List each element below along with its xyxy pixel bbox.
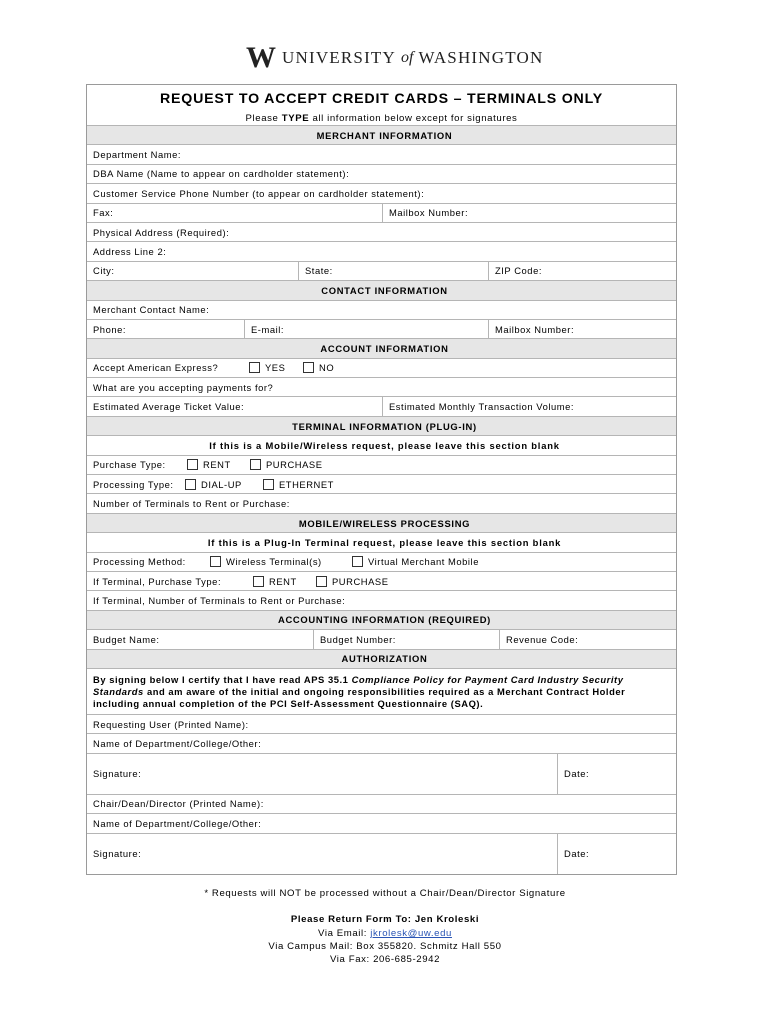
chair-date-field[interactable]: Date: bbox=[557, 834, 676, 874]
customer-service-phone-field[interactable]: Customer Service Phone Number (to appear on cardholder statement): bbox=[93, 187, 425, 199]
return-to: Please Return Form To: Jen Kroleski bbox=[290, 914, 480, 925]
amex-no-label: NO bbox=[319, 362, 335, 374]
requester-department-field[interactable]: Name of Department/College/Other: bbox=[93, 738, 262, 750]
dba-name-field[interactable]: DBA Name (Name to appear on cardholder statement): bbox=[93, 168, 350, 180]
return-fax: Via Fax: 206-685-2942 bbox=[329, 954, 441, 965]
ethernet-checkbox[interactable] bbox=[263, 479, 274, 490]
section-header-authorization bbox=[87, 649, 676, 668]
mobile-note-row bbox=[87, 532, 676, 551]
terminal-purchase-label: PURCHASE bbox=[266, 459, 323, 471]
contact-mailbox-field[interactable]: Mailbox Number: bbox=[488, 320, 676, 338]
virtual-merchant-label: Virtual Merchant Mobile bbox=[368, 556, 479, 568]
chair-row bbox=[87, 794, 676, 813]
budget-name-field[interactable]: Budget Name: bbox=[93, 633, 160, 645]
chair-name-field[interactable]: Chair/Dean/Director (Printed Name): bbox=[93, 798, 264, 810]
subtitle-type: TYPE bbox=[281, 113, 310, 124]
dba-name-row bbox=[87, 164, 676, 183]
budget-row bbox=[87, 629, 676, 648]
processing-type-label: Processing Type: bbox=[93, 478, 174, 490]
budget-number-field[interactable]: Budget Number: bbox=[313, 630, 499, 648]
contact-email-field[interactable]: E-mail: bbox=[244, 320, 488, 338]
mobile-purchase-type-cell bbox=[87, 572, 676, 590]
mobile-header: MOBILE/WIRELESS PROCESSING bbox=[87, 514, 676, 532]
terminal-purchase-type-row bbox=[87, 455, 676, 474]
accounting-header: ACCOUNTING INFORMATION (REQUIRED) bbox=[87, 611, 676, 629]
department-1-row bbox=[87, 733, 676, 752]
terminal-purchase-type-cell bbox=[87, 456, 676, 474]
mobile-rent-label: RENT bbox=[269, 575, 297, 587]
logo-university: UNIVERSITY bbox=[282, 48, 396, 67]
state-field[interactable]: State: bbox=[298, 262, 488, 280]
requesting-user-row bbox=[87, 714, 676, 733]
mobile-note: If this is a Plug-In Terminal request, please leave this section blank bbox=[207, 536, 562, 548]
contact-name-row bbox=[87, 300, 676, 319]
authorization-header: AUTHORIZATION bbox=[87, 650, 676, 668]
section-header-merchant bbox=[87, 125, 676, 144]
section-header-contact bbox=[87, 280, 676, 299]
amex-cell bbox=[87, 359, 676, 377]
mobile-purchase-label: PURCHASE bbox=[332, 575, 389, 587]
amex-row bbox=[87, 358, 676, 377]
merchant-header: MERCHANT INFORMATION bbox=[87, 126, 676, 144]
wireless-terminal-checkbox[interactable] bbox=[210, 556, 221, 567]
subtitle-post: all information below except for signatures bbox=[309, 113, 518, 124]
section-header-accounting bbox=[87, 610, 676, 629]
requester-signature-field[interactable]: Signature: bbox=[93, 768, 142, 780]
mobile-purchase-type-label: If Terminal, Purchase Type: bbox=[93, 575, 222, 587]
mobile-purchase-type-row bbox=[87, 571, 676, 590]
address-line-2-field[interactable]: Address Line 2: bbox=[93, 246, 167, 258]
section-header-account bbox=[87, 338, 676, 357]
zip-field[interactable]: ZIP Code: bbox=[488, 262, 676, 280]
mobile-count-row bbox=[87, 590, 676, 609]
signature-1-row bbox=[87, 753, 676, 794]
uw-w-mark: W bbox=[246, 41, 274, 74]
uw-logo bbox=[246, 41, 544, 74]
city-state-zip-row bbox=[87, 261, 676, 280]
payment-purpose-row bbox=[87, 377, 676, 396]
terminal-count-row bbox=[87, 493, 676, 512]
mobile-rent-checkbox[interactable] bbox=[253, 576, 264, 587]
processing-type-row bbox=[87, 474, 676, 493]
requester-date-field[interactable]: Date: bbox=[557, 754, 676, 794]
terminal-rent-checkbox[interactable] bbox=[187, 459, 198, 470]
form-subtitle bbox=[87, 112, 676, 125]
fax-field[interactable]: Fax: bbox=[93, 207, 114, 219]
terminal-purchase-checkbox[interactable] bbox=[250, 459, 261, 470]
email-label: Via Email: bbox=[318, 928, 371, 939]
contact-header: CONTACT INFORMATION bbox=[87, 281, 676, 299]
signature-warning: * Requests will NOT be processed without a Chair/Dean/Director Signature bbox=[204, 888, 566, 899]
merchant-contact-name-field[interactable]: Merchant Contact Name: bbox=[93, 304, 210, 316]
mobile-purchase-checkbox[interactable] bbox=[316, 576, 327, 587]
return-email bbox=[0, 928, 770, 939]
amex-label: Accept American Express? bbox=[93, 362, 219, 374]
cert-text-2: and am aware of the initial and ongoing responsibilities required as a Merchant Contract Holder including annual completion of the PCI Self-Assessment Questionnaire (SAQ). bbox=[93, 685, 626, 709]
terminal-header: TERMINAL INFORMATION (PLUG-IN) bbox=[87, 417, 676, 435]
customer-phone-row bbox=[87, 183, 676, 202]
contact-phone-email-row bbox=[87, 319, 676, 338]
chair-department-field[interactable]: Name of Department/College/Other: bbox=[93, 817, 262, 829]
dialup-label: DIAL-UP bbox=[201, 478, 242, 490]
chair-signature-field[interactable]: Signature: bbox=[93, 848, 142, 859]
fax-mailbox-row bbox=[87, 203, 676, 222]
terminal-note-row bbox=[87, 435, 676, 454]
physical-address-row bbox=[87, 222, 676, 241]
processing-method-label: Processing Method: bbox=[93, 556, 186, 568]
return-campus-mail: Via Campus Mail: Box 355820. Schmitz Hall 550 bbox=[268, 941, 502, 952]
section-header-mobile bbox=[87, 513, 676, 532]
address-line-2-row bbox=[87, 241, 676, 260]
physical-address-field[interactable]: Physical Address (Required): bbox=[93, 226, 230, 238]
ethernet-label: ETHERNET bbox=[279, 478, 334, 490]
certification-statement bbox=[87, 668, 676, 714]
revenue-code-field[interactable]: Revenue Code: bbox=[499, 630, 676, 648]
amex-yes-checkbox[interactable] bbox=[249, 362, 260, 373]
mobile-terminal-count-field[interactable]: If Terminal, Number of Terminals to Rent or Purchase: bbox=[93, 595, 346, 607]
ticket-volume-row bbox=[87, 396, 676, 415]
terminal-purchase-type-label: Purchase Type: bbox=[93, 459, 166, 471]
dialup-checkbox[interactable] bbox=[185, 479, 196, 490]
city-field[interactable]: City: bbox=[93, 265, 115, 277]
logo-of: of bbox=[401, 49, 414, 66]
processing-method-cell bbox=[87, 553, 676, 571]
form-title: REQUEST TO ACCEPT CREDIT CARDS – TERMINALS ONLY bbox=[159, 91, 604, 107]
merchant-mailbox-field[interactable]: Mailbox Number: bbox=[382, 204, 676, 222]
email-link[interactable]: jkrolesk@uw.edu bbox=[370, 928, 452, 939]
processing-method-row bbox=[87, 552, 676, 571]
amex-yes-label: YES bbox=[265, 362, 286, 374]
monthly-volume-field[interactable]: Estimated Monthly Transaction Volume: bbox=[382, 397, 676, 415]
virtual-merchant-checkbox[interactable] bbox=[352, 556, 363, 567]
processing-type-cell bbox=[87, 475, 676, 493]
department-name-field[interactable]: Department Name: bbox=[93, 149, 181, 161]
terminal-rent-label: RENT bbox=[203, 459, 231, 471]
request-form bbox=[86, 84, 677, 875]
section-header-terminal bbox=[87, 416, 676, 435]
amex-no-checkbox[interactable] bbox=[303, 362, 314, 373]
account-header: ACCOUNT INFORMATION bbox=[87, 339, 676, 357]
signature-2-row bbox=[87, 833, 676, 874]
cert-text-1: By signing below I certify that I have read APS 35.1 bbox=[93, 673, 352, 685]
average-ticket-field[interactable]: Estimated Average Ticket Value: bbox=[93, 401, 245, 413]
logo-washington: WASHINGTON bbox=[418, 48, 544, 67]
subtitle-pre: Please bbox=[245, 113, 282, 124]
requesting-user-field[interactable]: Requesting User (Printed Name): bbox=[93, 718, 249, 730]
department-name-row bbox=[87, 144, 676, 163]
department-2-row bbox=[87, 813, 676, 832]
terminal-count-field[interactable]: Number of Terminals to Rent or Purchase: bbox=[93, 498, 290, 510]
payment-purpose-field[interactable]: What are you accepting payments for? bbox=[93, 381, 274, 393]
wireless-terminal-label: Wireless Terminal(s) bbox=[226, 556, 322, 568]
cert-policy-title: Compliance Policy for Payment Card Industry Security Standards bbox=[93, 673, 624, 697]
contact-phone-field[interactable]: Phone: bbox=[93, 323, 127, 335]
terminal-note: If this is a Mobile/Wireless request, please leave this section blank bbox=[209, 439, 560, 451]
